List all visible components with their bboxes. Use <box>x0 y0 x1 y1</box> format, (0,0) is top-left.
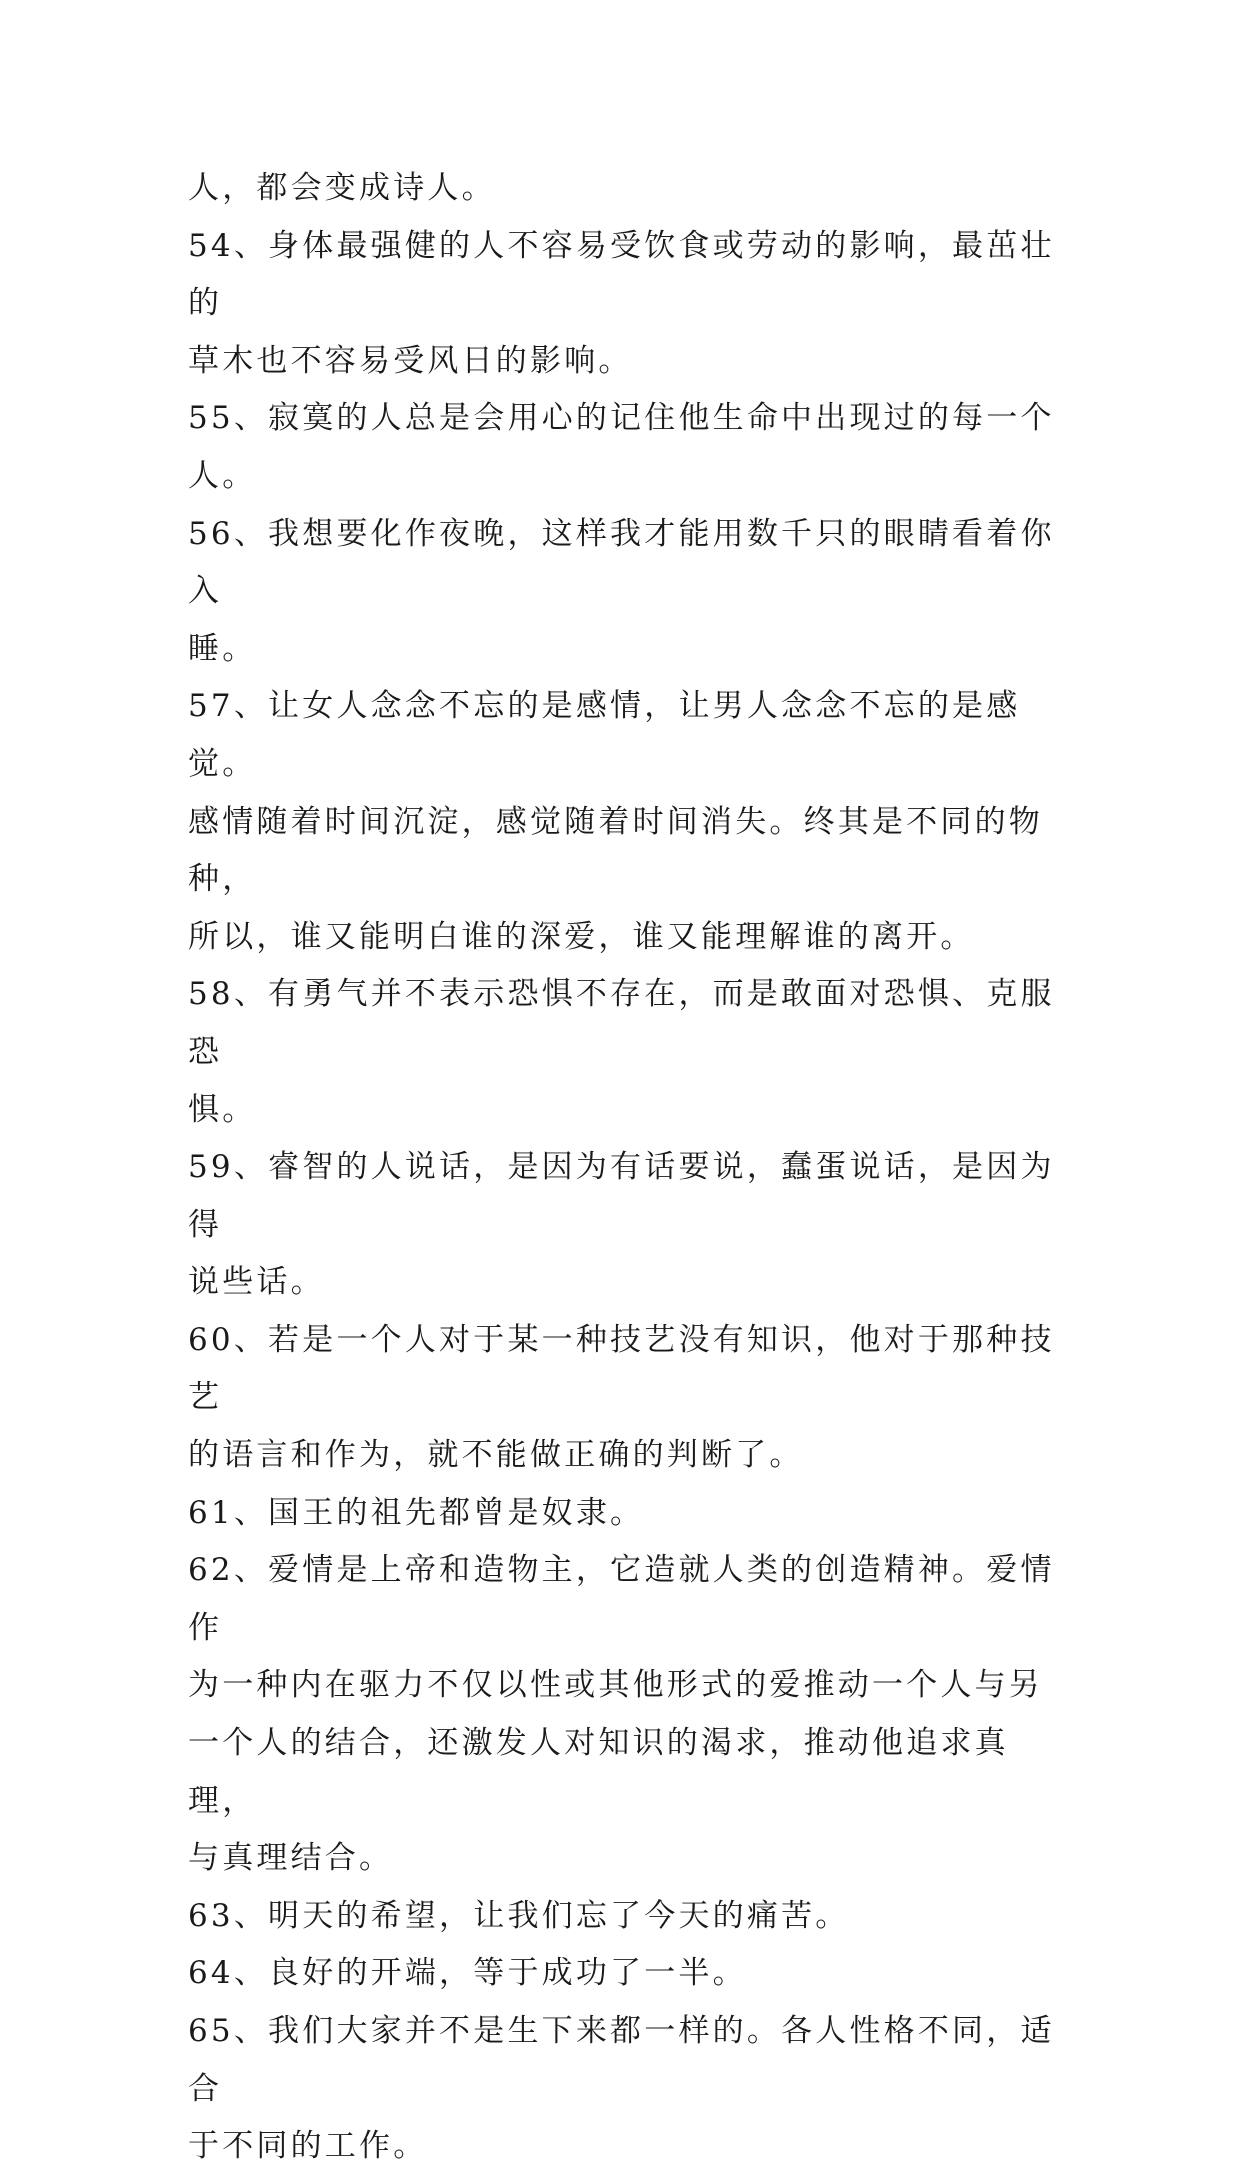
paragraph-57: 57、让女人念念不忘的是感情，让男人念念不忘的是感觉。 感情随着时间沉淀，感觉随着时间消失。终其是不同的物种， 所以，谁又能明白谁的深爱，谁又能理解谁的离开。 <box>188 688 1043 955</box>
paragraph-56: 56、我想要化作夜晚，这样我才能用数千只的眼睛看着你入 睡。 <box>188 515 1055 667</box>
document-body <box>188 160 1068 2176</box>
paragraph-62: 62、爱情是上帝和造物主，它造就人类的创造精神。爱情作 为一种内在驱力不仅以性或其他形式的爱推动一个人与另 一个人的结合，还激发人对知识的渴求，推动他追求真理， 与真理结合。 <box>188 1552 1055 1877</box>
paragraph-59: 59、睿智的人说话，是因为有话要说，蠢蛋说话，是因为得 说些话。 <box>188 1149 1055 1301</box>
paragraph-58: 58、有勇气并不表示恐惧不存在，而是敢面对恐惧、克服恐 惧。 <box>188 976 1055 1128</box>
paragraph-55: 55、寂寞的人总是会用心的记住他生命中出现过的每一个人。 <box>188 400 1055 494</box>
paragraph-61: 61、国王的祖先都曾是奴隶。 <box>188 1494 645 1531</box>
paragraph-63: 63、明天的希望，让我们忘了今天的痛苦。 <box>188 1897 850 1934</box>
paragraph-54: 54、身体最强健的人不容易受饮食或劳动的影响，最茁壮的 草木也不容易受风日的影响。 <box>188 227 1055 379</box>
paragraph-60: 60、若是一个人对于某一种技艺没有知识，他对于那种技艺 的语言和作为，就不能做正确的判断了。 <box>188 1321 1055 1474</box>
paragraph-64: 64、良好的开端，等于成功了一半。 <box>188 1955 747 1992</box>
paragraph-continuation: 人，都会变成诗人。 <box>188 170 496 206</box>
paragraph-65: 65、我们大家并不是生下来都一样的。各人性格不同，适合 于不同的工作。 <box>188 2013 1055 2165</box>
